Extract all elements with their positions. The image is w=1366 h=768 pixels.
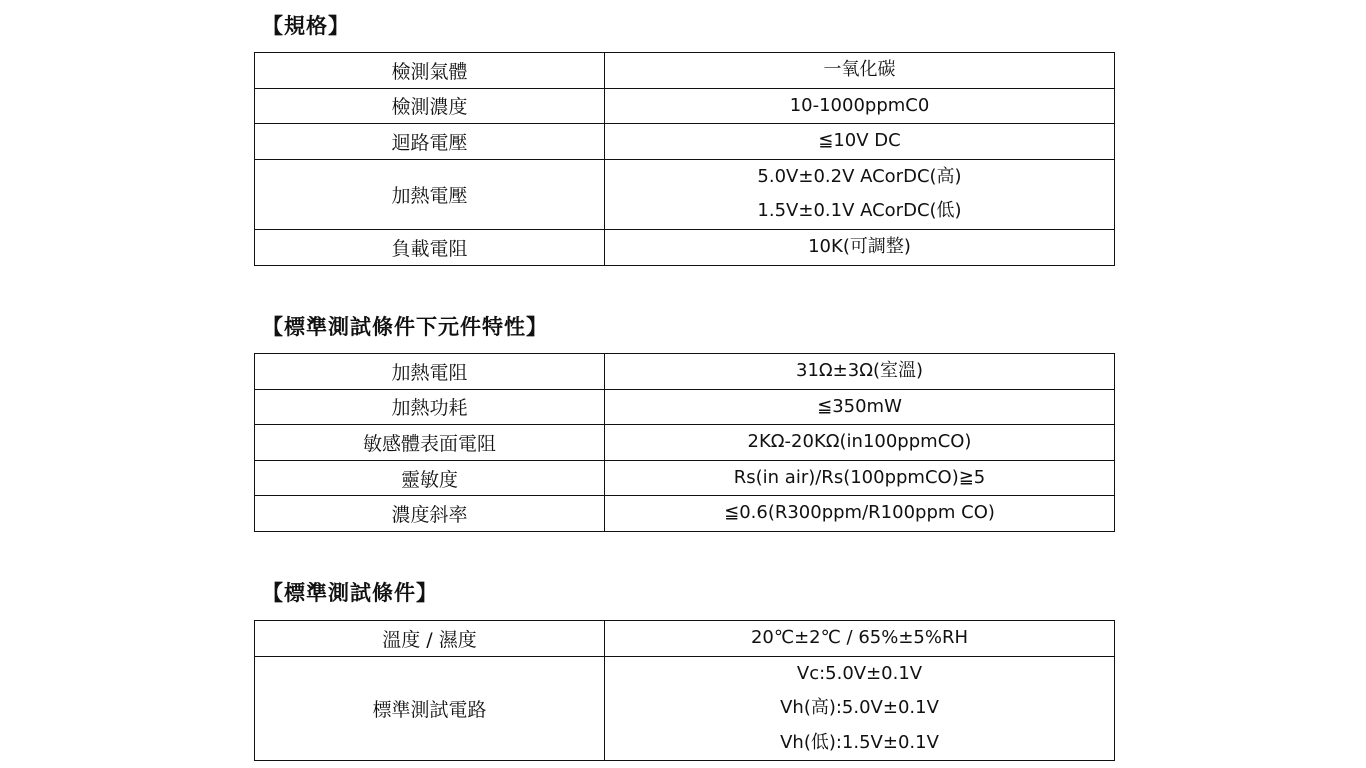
row-value: 10-1000ppmC0 bbox=[605, 88, 1115, 124]
row-label: 溫度 / 濕度 bbox=[255, 621, 605, 657]
specs-table bbox=[254, 52, 1115, 266]
table-row bbox=[255, 354, 1115, 390]
row-value: 5.0V±0.2V ACorDC(高) 1.5V±0.1V ACorDC(低) bbox=[605, 159, 1115, 229]
test-conditions-table bbox=[254, 620, 1115, 761]
table-row bbox=[255, 496, 1115, 532]
row-value: ≦350mW bbox=[605, 389, 1115, 425]
table-row bbox=[255, 389, 1115, 425]
characteristics-table bbox=[254, 353, 1115, 532]
row-label: 加熱功耗 bbox=[255, 389, 605, 425]
row-value: 2KΩ-20KΩ(in100ppmCO) bbox=[605, 425, 1115, 461]
section-heading-characteristics: 【標準測試條件下元件特性】 bbox=[262, 315, 548, 339]
row-value: 10K(可調整) bbox=[605, 229, 1115, 265]
table-row bbox=[255, 621, 1115, 657]
row-label: 負載電阻 bbox=[255, 229, 605, 265]
row-value: 20℃±2℃ / 65%±5%RH bbox=[605, 621, 1115, 657]
section-heading-specs: 【規格】 bbox=[262, 14, 350, 38]
row-label: 濃度斜率 bbox=[255, 496, 605, 532]
row-label: 標準測試電路 bbox=[255, 656, 605, 761]
row-label: 檢測濃度 bbox=[255, 88, 605, 124]
row-value: ≦10V DC bbox=[605, 124, 1115, 160]
table-row bbox=[255, 656, 1115, 761]
table-row bbox=[255, 229, 1115, 265]
table-row bbox=[255, 425, 1115, 461]
row-value: 31Ω±3Ω(室溫) bbox=[605, 354, 1115, 390]
row-label: 迴路電壓 bbox=[255, 124, 605, 160]
row-label: 加熱電阻 bbox=[255, 354, 605, 390]
table-row bbox=[255, 460, 1115, 496]
row-label: 敏感體表面電阻 bbox=[255, 425, 605, 461]
row-value: ≦0.6(R300ppm/R100ppm CO) bbox=[605, 496, 1115, 532]
row-label: 靈敏度 bbox=[255, 460, 605, 496]
section-heading-test-conditions: 【標準測試條件】 bbox=[262, 581, 438, 605]
table-row bbox=[255, 88, 1115, 124]
row-value: Rs(in air)/Rs(100ppmCO)≧5 bbox=[605, 460, 1115, 496]
table-row bbox=[255, 159, 1115, 229]
table-row bbox=[255, 53, 1115, 89]
row-label: 加熱電壓 bbox=[255, 159, 605, 229]
row-value: Vc:5.0V±0.1V Vh(高):5.0V±0.1V Vh(低):1.5V±0.1V bbox=[605, 656, 1115, 761]
row-label: 檢測氣體 bbox=[255, 53, 605, 89]
table-row bbox=[255, 124, 1115, 160]
row-value: 一氧化碳 bbox=[605, 53, 1115, 89]
